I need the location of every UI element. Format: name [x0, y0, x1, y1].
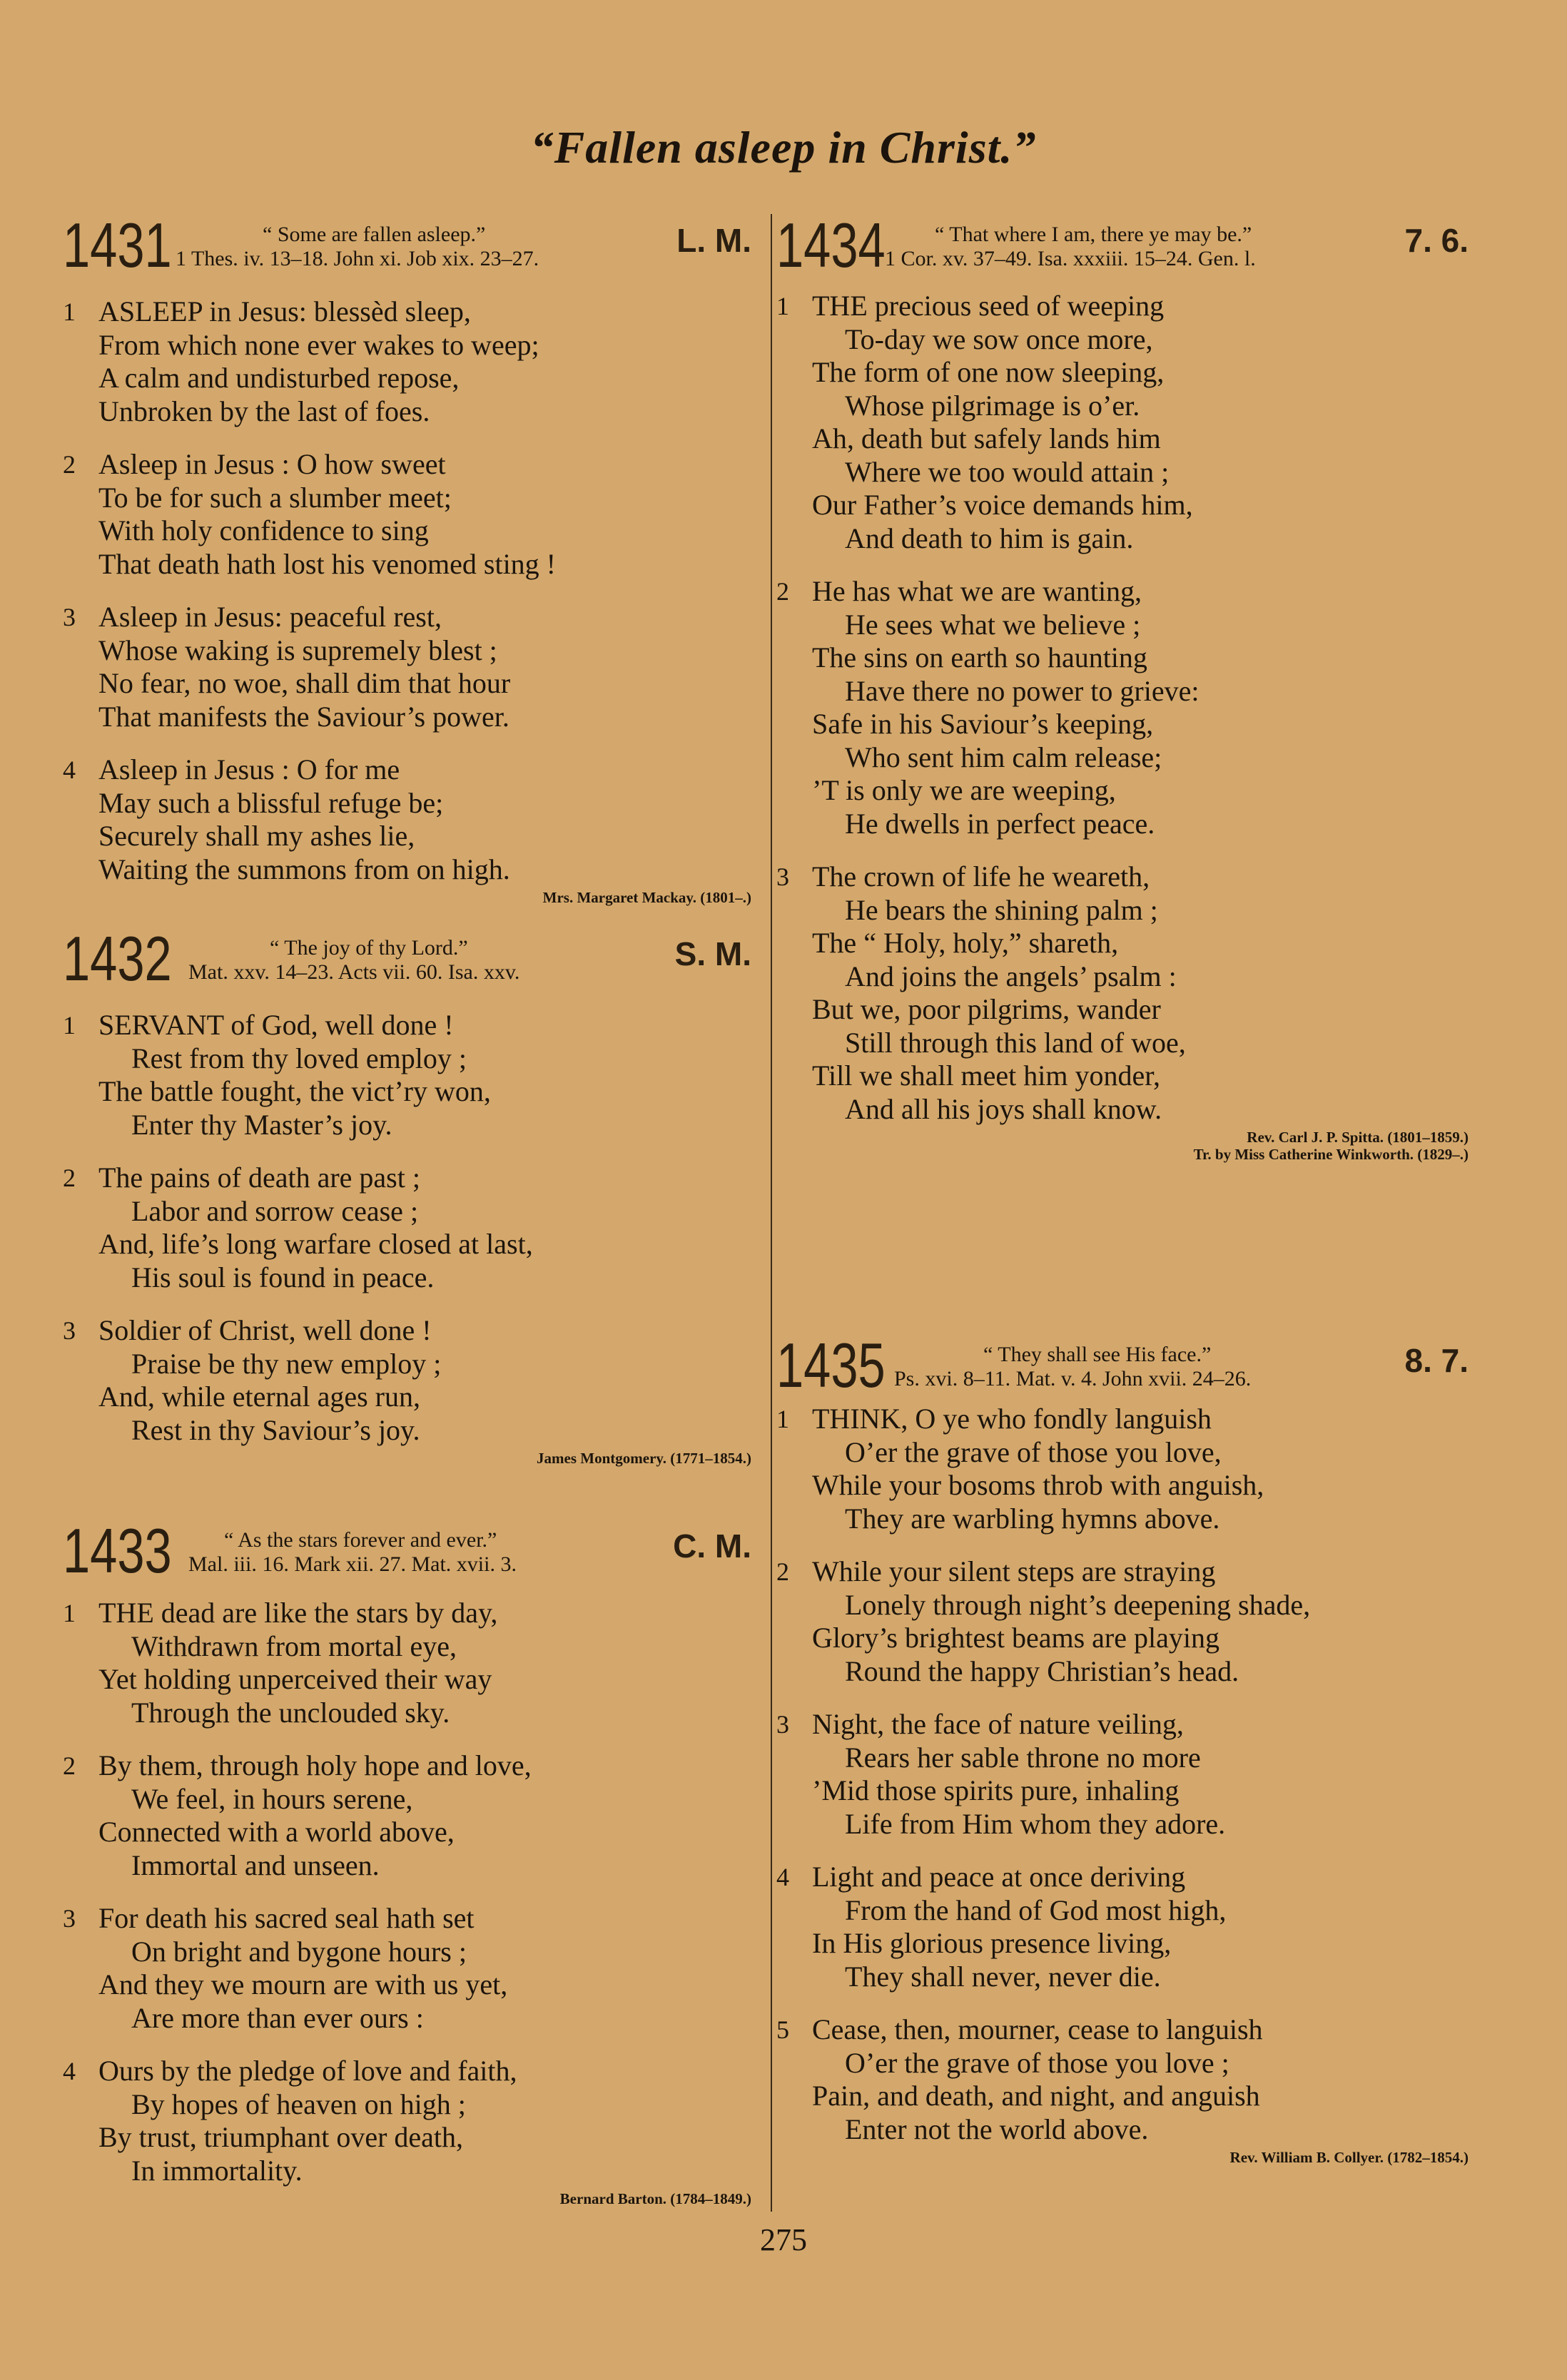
verse-line: Yet holding unperceived their way — [98, 1663, 492, 1695]
verse-line: To-day we sow once more, — [845, 322, 1153, 355]
hymn-number: 1433 — [63, 1515, 172, 1586]
stanza — [776, 290, 1469, 555]
page-number: 275 — [760, 2222, 807, 2257]
verse-line: Whose waking is supremely blest ; — [98, 634, 497, 666]
hymn-header — [63, 210, 751, 283]
verse-line: Ours by the pledge of love and faith, — [98, 2055, 517, 2087]
verse-line: On bright and bygone hours ; — [131, 1935, 467, 1968]
hymn-number: 1432 — [63, 923, 172, 994]
hymn-1432 — [63, 923, 751, 1491]
verse-line: For death his sacred seal hath set — [98, 1902, 475, 1934]
stanza — [776, 2013, 1469, 2146]
verse-line: By trust, triumphant over death, — [98, 2121, 464, 2153]
hymn-scripture-refs: Mal. iii. 16. Mark xii. 27. Mat. xvii. 3. — [188, 1552, 517, 1576]
stanza-number: 2 — [63, 1164, 76, 1192]
verse-line: Rears her sable throne no more — [845, 1741, 1201, 1774]
stanza — [63, 753, 751, 886]
verse-line: A calm and undisturbed repose, — [98, 362, 460, 394]
stanza-list — [63, 1597, 751, 2187]
verse-line: Waiting the summons from on high. — [98, 853, 510, 885]
attribution — [63, 1450, 751, 1468]
verse-line: He sees what we believe ; — [845, 608, 1141, 641]
verse-line: Glory’s brightest beams are playing — [812, 1622, 1219, 1654]
verse-line: His soul is found in peace. — [131, 1261, 435, 1293]
stanza-number: 3 — [63, 1316, 76, 1345]
stanza-number: 1 — [63, 1011, 76, 1039]
verse-line: Labor and sorrow cease ; — [131, 1194, 419, 1227]
stanza-list — [63, 1009, 751, 1447]
hymn-meter: L. M. — [676, 222, 751, 259]
hymn-scripture-refs: 1 Cor. xv. 37–49. Isa. xxxiii. 15–24. Gen. l. — [885, 247, 1256, 270]
hymn-number: 1431 — [63, 210, 172, 280]
verse-line: Enter not the world above. — [845, 2112, 1149, 2145]
stanza — [776, 1861, 1469, 1993]
verse-line: The form of one now sleeping, — [812, 356, 1165, 388]
stanza-number: 2 — [776, 1557, 789, 1586]
stanza-list — [63, 295, 751, 886]
hymn-motto: “ Some are fallen asleep.” — [263, 223, 486, 246]
verse-line: Cease, then, mourner, cease to languish — [812, 2013, 1263, 2045]
verse-line: THE precious seed of weeping — [812, 290, 1165, 322]
verse-line: While your bosoms throb with anguish, — [812, 1469, 1264, 1501]
verse-line: Through the unclouded sky. — [131, 1696, 450, 1729]
verse-line: Asleep in Jesus : O for me — [98, 753, 400, 785]
verse-line: He bears the shining palm ; — [845, 893, 1158, 926]
verse-line: With holy confidence to sing — [98, 514, 429, 546]
verse-line: By them, through holy hope and love, — [98, 1749, 532, 1781]
left-column — [63, 210, 751, 2208]
verse-line: Our Father’s voice demands him, — [812, 489, 1193, 521]
verse-line: Have there no power to grieve: — [845, 674, 1200, 707]
verse-line: Still through this land of woe, — [845, 1026, 1186, 1059]
hymn-header — [776, 210, 1469, 283]
verse-line: Night, the face of nature veiling, — [812, 1708, 1184, 1740]
stanza-number: 3 — [776, 863, 789, 891]
verse-line: Enter thy Master’s joy. — [131, 1108, 392, 1141]
author-credit: Tr. by Miss Catherine Winkworth. (1829–.) — [1193, 1146, 1469, 1163]
verse-line: The battle fought, the vict’ry won, — [98, 1075, 491, 1107]
hymn-1433 — [63, 1515, 751, 2208]
stanza-number: 1 — [776, 1405, 789, 1433]
stanza-number: 1 — [63, 298, 76, 326]
page-title: “Fallen asleep in Christ.” — [530, 122, 1037, 173]
verse-line: Where we too would attain ; — [845, 455, 1170, 488]
hymn-header — [63, 1515, 751, 1588]
author-credit: James Montgomery. (1771–1854.) — [537, 1450, 751, 1467]
verse-line: Who sent him calm release; — [845, 741, 1162, 773]
hymn-header — [776, 1330, 1469, 1403]
stanza-number: 3 — [776, 1710, 789, 1739]
verse-line: The “ Holy, holy,” shareth, — [812, 927, 1119, 959]
stanza — [63, 1314, 751, 1447]
verse-line: By hopes of heaven on high ; — [131, 2087, 466, 2120]
stanza-number: 2 — [63, 450, 76, 479]
attribution — [63, 889, 751, 907]
verse-line: No fear, no woe, shall dim that hour — [98, 667, 511, 699]
verse-line: Lonely through night’s deepening shade, — [845, 1588, 1311, 1621]
hymn-scripture-refs: 1 Thes. iv. 13–18. John xi. Job xix. 23–27. — [176, 247, 539, 270]
verse-line: ASLEEP in Jesus: blessèd sleep, — [98, 295, 471, 327]
verse-line: From which none ever wakes to weep; — [98, 328, 539, 361]
stanza — [63, 1902, 751, 2035]
verse-line: Pain, and death, and night, and anguish — [812, 2080, 1260, 2112]
verse-line: Withdrawn from mortal eye, — [131, 1629, 457, 1662]
stanza-number: 2 — [63, 1751, 76, 1780]
stanza — [776, 575, 1469, 840]
verse-line: Safe in his Saviour’s keeping, — [812, 708, 1154, 740]
hymn-meter: S. M. — [674, 935, 751, 972]
verse-line: He has what we are wanting, — [812, 575, 1142, 607]
verse-line: Praise be thy new employ ; — [131, 1347, 442, 1380]
verse-line: Asleep in Jesus: peaceful rest, — [98, 601, 442, 633]
stanza — [63, 1161, 751, 1294]
hymn-motto: “ The joy of thy Lord.” — [270, 936, 468, 960]
stanza-list — [776, 1403, 1469, 2146]
verse-line: Immortal and unseen. — [131, 1848, 380, 1881]
stanza — [776, 1403, 1469, 1535]
stanza-number: 4 — [776, 1863, 789, 1891]
stanza — [776, 1555, 1469, 1688]
verse-line: Round the happy Christian’s head. — [845, 1654, 1239, 1687]
verse-line: Securely shall my ashes lie, — [98, 820, 415, 852]
stanza-number: 4 — [63, 2057, 76, 2085]
stanza — [63, 295, 751, 428]
verse-line: ’T is only we are weeping, — [812, 774, 1116, 806]
verse-line: They are warbling hymns above. — [845, 1502, 1220, 1535]
verse-line: Rest from thy loved employ ; — [131, 1042, 467, 1074]
stanza-number: 5 — [776, 2015, 789, 2044]
verse-line: Are more than ever ours : — [131, 2001, 424, 2034]
verse-line: Light and peace at once deriving — [812, 1861, 1186, 1893]
verse-line: In immortality. — [131, 2154, 303, 2187]
hymn-motto: “ They shall see His face.” — [983, 1343, 1212, 1366]
verse-line: Rest in thy Saviour’s joy. — [131, 1413, 420, 1446]
verse-line: Till we shall meet him yonder, — [812, 1059, 1160, 1092]
verse-line: They shall never, never die. — [845, 1960, 1161, 1993]
stanza — [63, 1009, 751, 1141]
verse-line: Asleep in Jesus : O how sweet — [98, 448, 446, 480]
attribution — [776, 2149, 1469, 2167]
verse-line: THINK, O ye who fondly languish — [812, 1403, 1212, 1435]
hymn-scripture-refs: Mat. xxv. 14–23. Acts vii. 60. Isa. xxv. — [188, 960, 520, 984]
author-credit: Mrs. Margaret Mackay. (1801–.) — [542, 889, 751, 906]
verse-line: We feel, in hours serene, — [131, 1782, 413, 1815]
hymn-1431 — [63, 210, 751, 920]
hymn-number: 1434 — [776, 210, 886, 280]
verse-line: ’Mid those spirits pure, inhaling — [812, 1774, 1180, 1806]
stanza — [776, 1708, 1469, 1841]
verse-line: That manifests the Saviour’s power. — [98, 700, 509, 733]
verse-line: From the hand of God most high, — [845, 1893, 1227, 1926]
verse-line: Soldier of Christ, well done ! — [98, 1314, 432, 1346]
verse-line: The crown of life he weareth, — [812, 860, 1150, 892]
verse-line: O’er the grave of those you love ; — [845, 2046, 1229, 2079]
right-column — [776, 210, 1469, 2167]
hymn-scripture-refs: Ps. xvi. 8–11. Mat. v. 4. John xvii. 24–26. — [894, 1367, 1252, 1390]
stanza-number: 4 — [63, 756, 76, 784]
stanza — [776, 860, 1469, 1126]
verse-line: The sins on earth so haunting — [812, 641, 1147, 673]
verse-line: SERVANT of God, well done ! — [98, 1009, 454, 1041]
hymn-number: 1435 — [776, 1330, 886, 1400]
verse-line: While your silent steps are straying — [812, 1555, 1216, 1587]
author-credit: Rev. William B. Collyer. (1782–1854.) — [1229, 2149, 1469, 2166]
hymn-motto: “ As the stars forever and ever.” — [224, 1528, 497, 1552]
verse-line: And they we mourn are with us yet, — [98, 1968, 508, 2000]
author-credit: Bernard Barton. (1784–1849.) — [559, 2190, 751, 2207]
stanza — [63, 1597, 751, 1729]
verse-line: But we, poor pilgrims, wander — [812, 993, 1161, 1025]
verse-line: O’er the grave of those you love, — [845, 1435, 1222, 1468]
verse-line: And all his joys shall know. — [845, 1092, 1162, 1125]
verse-line: And joins the angels’ psalm : — [845, 960, 1177, 992]
hymn-header — [63, 923, 751, 996]
stanza-number: 2 — [776, 577, 789, 606]
author-credit: Rev. Carl J. P. Spitta. (1801–1859.) — [1247, 1129, 1469, 1146]
hymn-motto: “ That where I am, there ye may be.” — [935, 223, 1252, 246]
hymn-meter: 8. 7. — [1404, 1342, 1469, 1379]
stanza-list — [776, 290, 1469, 1126]
attribution — [776, 1129, 1469, 1163]
verse-line: And, life’s long warfare closed at last, — [98, 1228, 533, 1260]
verse-line: He dwells in perfect peace. — [845, 807, 1155, 840]
verse-line: To be for such a slumber meet; — [98, 481, 452, 514]
stanza — [63, 1749, 751, 1882]
column-divider — [771, 214, 772, 2212]
verse-line: Connected with a world above, — [98, 1816, 455, 1848]
stanza-number: 1 — [776, 292, 789, 320]
verse-line: And death to him is gain. — [845, 522, 1134, 554]
hymn-1434 — [776, 210, 1469, 1291]
stanza-number: 1 — [63, 1599, 76, 1627]
stanza — [63, 601, 751, 733]
hymn-meter: 7. 6. — [1404, 222, 1469, 259]
verse-line: In His glorious presence living, — [812, 1927, 1172, 1959]
hymn-meter: C. M. — [673, 1527, 751, 1565]
verse-line: Ah, death but safely lands him — [812, 422, 1161, 454]
verse-line: THE dead are like the stars by day, — [98, 1597, 498, 1629]
verse-line: Unbroken by the last of foes. — [98, 395, 430, 427]
verse-line: Life from Him whom they adore. — [845, 1807, 1226, 1840]
stanza-number: 3 — [63, 603, 76, 631]
verse-line: The pains of death are past ; — [98, 1161, 420, 1194]
verse-line: That death hath lost his venomed sting ! — [98, 547, 556, 580]
stanza-number: 3 — [63, 1904, 76, 1933]
hymn-1435 — [776, 1330, 1469, 2167]
stanza — [63, 448, 751, 581]
attribution — [63, 2190, 751, 2208]
verse-line: Whose pilgrimage is o’er. — [845, 389, 1140, 422]
verse-line: And, while eternal ages run, — [98, 1380, 420, 1413]
stanza — [63, 2055, 751, 2187]
verse-line: May such a blissful refuge be; — [98, 786, 444, 819]
